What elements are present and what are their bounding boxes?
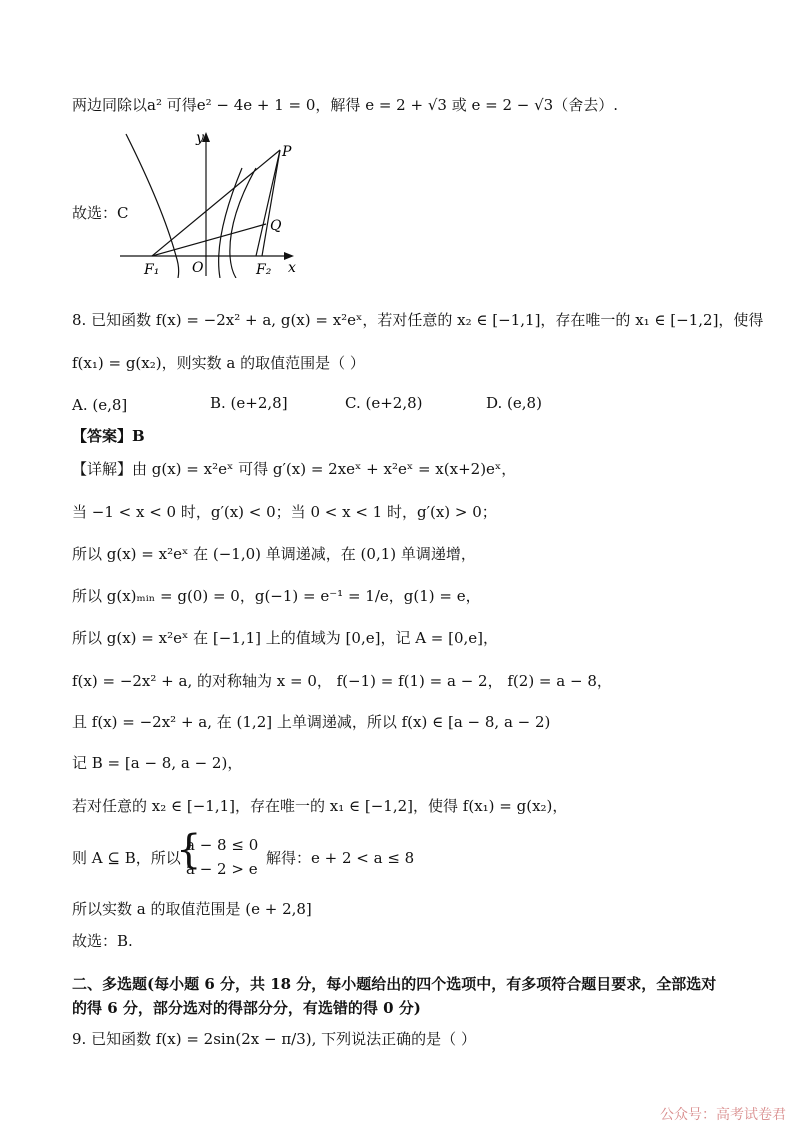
detail-line-8: 记 B = [a − 8, a − 2)， [72,754,243,772]
text-line-2: 故选：C [72,204,129,222]
detail-line-1: 【详解】由 g(x) = x²eˣ 可得 g′(x) = 2xeˣ + x²eˣ = x(x+2)eˣ， [72,460,517,478]
section-2-heading: 二、多选题(每小题 6 分，共 18 分，每小题给出的四个选项中，有多项符合题目要求，全部选对的得 6 分，部分选对的得部分分，有选错的得 0 分) [72,975,717,1017]
detail-line-3: 所以 g(x) = x²eˣ 在 (−1,0) 单调递减，在 (0,1) 单调递增， [72,545,476,563]
system-row-2: a − 2 > e [186,860,258,878]
x-arrow [284,252,294,260]
detail-line-10-lead: 则 A ⊆ B，所以 [72,849,181,867]
option-a: A. (e,8] [72,396,128,414]
detail-line-5: 所以 g(x) = x²eˣ 在 [−1,1] 上的值域为 [0,e]，记 A = [0,e]， [72,629,499,647]
system-row-1: a − 8 ≤ 0 [186,836,259,854]
detail-line-7: 且 f(x) = −2x² + a, 在 (1,2] 上单调递减，所以 f(x) ∈ [a − 8, a − 2) [72,713,551,731]
question-9: 9. 已知函数 f(x) = 2sin(2x − π/3), 下列说法正确的是（ ） [72,1030,476,1048]
question-8-line-2: f(x₁) = g(x₂)，则实数 a 的取值范围是（ ） [72,354,365,372]
label-x: x [288,260,296,276]
right-branch [230,168,256,278]
label-f1: F₁ [144,262,160,278]
detail-line-12: 故选：B. [72,932,133,950]
detail-line-2: 当 −1 < x < 0 时，g′(x) < 0；当 0 < x < 1 时，g′(x) > 0； [72,503,497,521]
label-f2: F₂ [256,262,272,278]
line-f1-p [152,150,280,256]
line-f1-q [152,224,266,256]
hyperbola-figure [118,128,308,278]
system-brace: { [176,827,202,873]
answer-label: 【答案】B [72,427,145,445]
question-8-line-1: 8. 已知函数 f(x) = −2x² + a, g(x) = x²eˣ，若对任意的 x₂ ∈ [−1,1]，存在唯一的 x₁ ∈ [−1,2]，使得 [72,311,764,329]
line-right-p [256,150,280,256]
watermark: 公众号：高考试卷君 [660,1107,786,1123]
detail-line-6: f(x) = −2x² + a, 的对称轴为 x = 0， f(−1) = f(1) = a − 2， f(2) = a − 8， [72,672,612,690]
detail-line-11: 所以实数 a 的取值范围是 (e + 2,8] [72,900,312,918]
label-y: y [196,130,204,146]
option-b: B. (e+2,8] [210,394,288,412]
option-c: C. (e+2,8) [345,394,423,412]
detail-line-4: 所以 g(x)ₘᵢₙ = g(0) = 0，g(−1) = e⁻¹ = 1/e，g(1) = e， [72,587,481,605]
detail-line-9: 若对任意的 x₂ ∈ [−1,1]，存在唯一的 x₁ ∈ [−1,2]，使得 f(x₁) = g(x₂)， [72,797,568,815]
detail-line-10-result: 解得：e + 2 < a ≤ 8 [266,849,415,867]
line-f2-p [262,150,280,256]
label-q: Q [270,218,282,234]
label-o: O [192,260,204,276]
label-p: P [282,144,292,160]
text-line-1: 两边同除以a² 可得e² − 4e + 1 = 0，解得 e = 2 + √3 或 e = 2 − √3（舍去）. [72,96,618,114]
option-d: D. (e,8) [486,394,542,412]
